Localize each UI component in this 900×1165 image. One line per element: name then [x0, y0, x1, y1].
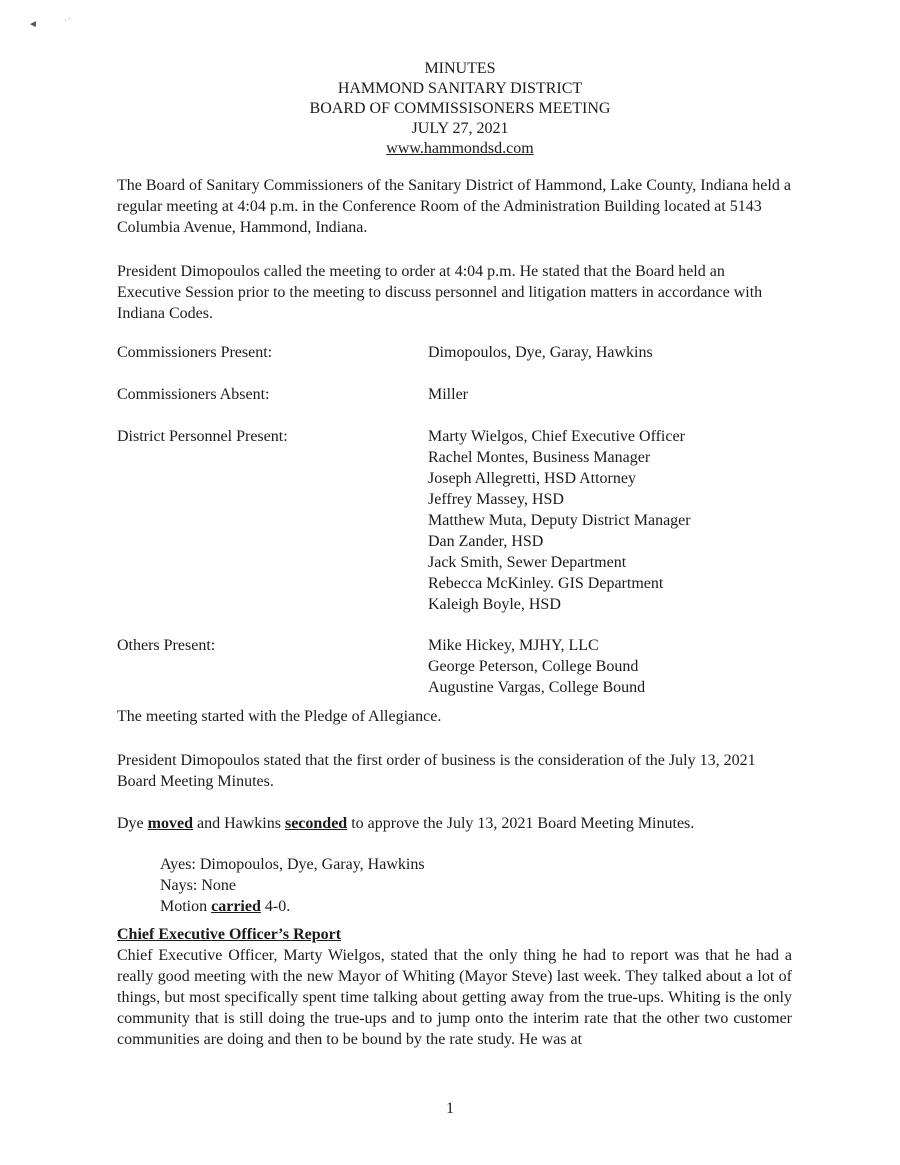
ceo-report-paragraph: Chief Executive Officer, Marty Wielgos, stated that the only thing he had to report was that he had a really good meeting with the new Mayor of Whiting (Mayor Steve) last week. They talked about a lot of things, but most specifically spent time talking about getting away from the true-ups. Whiting is the only community that is still doing the true-ups and to jump onto the interim rate that the other two customer communities are doing and then to be bound by the rate study. He was at — [117, 947, 792, 1048]
personnel-item: Dan Zander, HSD — [428, 533, 544, 550]
personnel-item: Jeffrey Massey, HSD — [428, 491, 564, 508]
commissioners-present-value: Dimopoulos, Dye, Garay, Hawkins — [428, 344, 653, 361]
personnel-item: Marty Wielgos, Chief Executive Officer — [428, 428, 685, 445]
motion-paragraph — [117, 813, 792, 834]
vote-ayes: Ayes: Dimopoulos, Dye, Garay, Hawkins — [160, 856, 425, 873]
motion-mid: and Hawkins — [192, 815, 285, 832]
commissioners-absent-value: Miller — [428, 386, 468, 403]
header-title: MINUTES — [424, 60, 496, 77]
others-present-row — [117, 635, 817, 698]
personnel-present-label: District Personnel Present: — [117, 428, 288, 445]
vote-nays: Nays: None — [160, 877, 236, 894]
others-list — [428, 635, 817, 698]
others-item: Augustine Vargas, College Bound — [428, 679, 646, 696]
attendance-roster — [117, 342, 817, 698]
personnel-item: Rachel Montes, Business Manager — [428, 449, 651, 466]
personnel-item: Rebecca McKinley. GIS Department — [428, 575, 664, 592]
others-item: Mike Hickey, MJHY, LLC — [428, 637, 599, 654]
personnel-item: Jack Smith, Sewer Department — [428, 554, 627, 571]
moved-keyword: moved — [147, 815, 193, 832]
personnel-item: Matthew Muta, Deputy District Manager — [428, 512, 691, 529]
call-to-order-paragraph: President Dimopoulos called the meeting to order at 4:04 p.m. He stated that the Board held an Executive Session prior to the meeting to discuss personnel and litigation matters in accordance with Indiana Codes. — [117, 263, 763, 322]
header-website-link[interactable]: www.hammondsd.com — [386, 140, 534, 157]
carried-keyword: carried — [211, 898, 261, 915]
vote-block — [160, 854, 425, 917]
commissioners-absent-row — [117, 384, 817, 405]
personnel-present-row — [117, 426, 817, 615]
vote-motion-prefix: Motion — [160, 898, 212, 915]
vote-result — [160, 896, 425, 917]
pledge-paragraph: The meeting started with the Pledge of Allegiance. — [117, 708, 442, 725]
others-item: George Peterson, College Bound — [428, 658, 639, 675]
motion-rest: to approve the July 13, 2021 Board Meeting Minutes. — [347, 815, 695, 832]
scan-speck: · ' — [64, 16, 71, 25]
personnel-item: Kaleigh Boyle, HSD — [428, 596, 561, 613]
first-order-paragraph: President Dimopoulos stated that the first order of business is the consideration of the July 13, 2021 Board Meeting Minutes. — [117, 752, 756, 790]
header-meeting: BOARD OF COMMISSISONERS MEETING — [309, 100, 611, 117]
motion-mover: Dye — [117, 815, 148, 832]
vote-tally: 4-0. — [260, 898, 291, 915]
commissioners-present-row — [117, 342, 817, 363]
commissioners-present-label: Commissioners Present: — [117, 344, 273, 361]
seconded-keyword: seconded — [284, 815, 348, 832]
scan-mark: ◄ — [28, 19, 38, 30]
personnel-item: Joseph Allegretti, HSD Attorney — [428, 470, 636, 487]
header-organization: HAMMOND SANITARY DISTRICT — [337, 80, 583, 97]
intro-paragraph: The Board of Sanitary Commissioners of the Sanitary District of Hammond, Lake County, Indiana held a regular meeting at 4:04 p.m. in the Conference Room of the Administration Building located at 5143 Columbia Avenue, Hammond, Indiana. — [117, 177, 791, 236]
page-number: 1 — [446, 1100, 454, 1117]
commissioners-absent-label: Commissioners Absent: — [117, 386, 270, 403]
others-present-label: Others Present: — [117, 637, 216, 654]
header-date: JULY 27, 2021 — [411, 120, 509, 137]
minutes-header — [0, 59, 900, 159]
ceo-report-heading: Chief Executive Officer’s Report — [117, 926, 342, 943]
personnel-list — [428, 426, 817, 615]
